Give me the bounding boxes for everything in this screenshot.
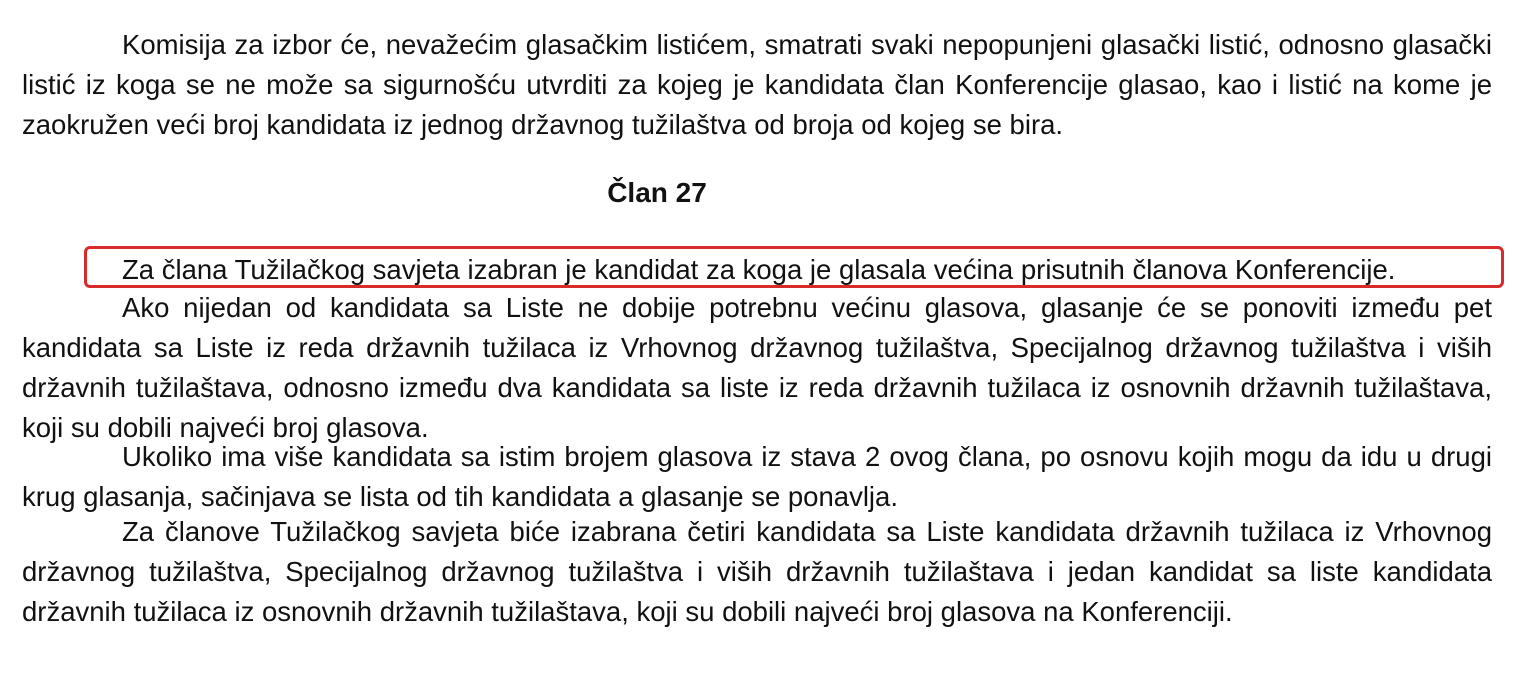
paragraph-majority-election: Za člana Tužilačkog savjeta izabran je kandidat za koga je glasala većina prisutnih članova Konferencije. — [122, 254, 1396, 285]
article-heading: Član 27 — [607, 177, 707, 208]
paragraph-elected-members: Za članove Tužilačkog savjeta biće izabrana četiri kandidata sa Liste kandidata državnih tužilaca iz Vrhovnog državnog tužilaštva, Specijalnog državnog tužilaštva i viših državnih tužilaštava i jedan kandidat sa liste kandidata državnih tužilaca iz osnovnih državnih tužilaštava, koji su dobili najveći broj glasova na Konferenciji. — [22, 516, 1492, 627]
paragraph-tie-second-round: Ukoliko ima više kandidata sa istim brojem glasova iz stava 2 ovog člana, po osnovu kojih mogu da idu u drugi krug glasanja, sačinjava se lista od tih kandidata a glasanje se ponavlja. — [22, 441, 1492, 512]
paragraph-repeat-vote: Ako nijedan od kandidata sa Liste ne dobije potrebnu većinu glasova, glasanje će se ponoviti između pet kandidata sa Liste iz reda državnih tužilaca iz Vrhovnog državnog tužilaštva, Specijalnog državnog tužilaštva i viših državnih tužilaštava, odnosno između dva kandidata sa liste iz reda državnih tužilaca iz osnovnih državnih tužilaštava, koji su dobili najveći broj glasova. — [22, 292, 1492, 443]
paragraph-invalid-ballot: Komisija za izbor će, nevažećim glasačkim listićem, smatrati svaki nepopunjeni glasački listić, odnosno glasački listić iz koga se ne može sa sigurnošću utvrditi za kojeg je kandidata član Konferencije glasao, kao i listić na kome je zaokružen veći broj kandidata iz jednog državnog tužilaštva od broja od kojeg se bira. — [22, 29, 1492, 140]
